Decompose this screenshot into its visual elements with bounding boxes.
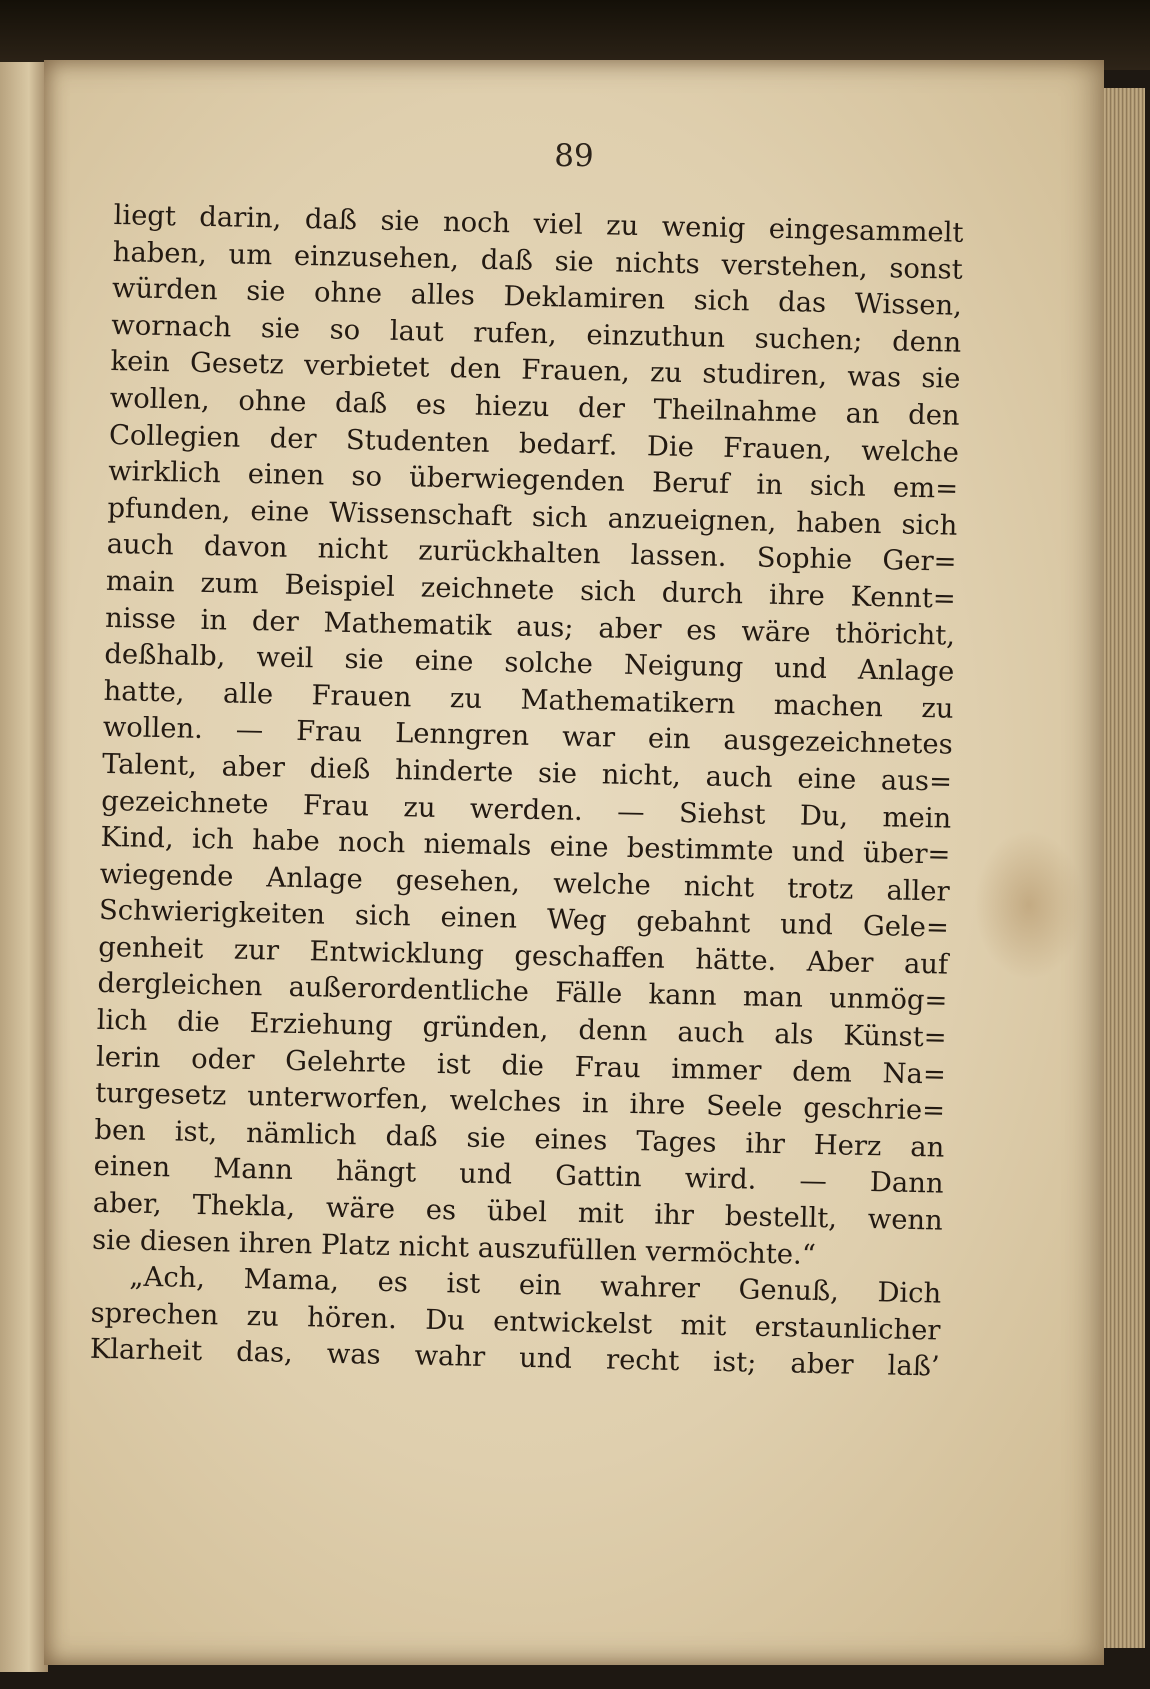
text-line: dergleichen außerordentliche Fälle kann man unmög= [97, 968, 948, 1018]
text-line: sie diesen ihren Platz nicht auszufüllen vermöchte.“ [91, 1224, 817, 1271]
text-line: lich die Erziehung gründen, denn auch als Künst= [96, 1004, 947, 1054]
text-line: auch davon nicht zurückhalten lassen. Sophie Ger= [106, 529, 957, 579]
text-line: nisse in der Mathematik aus; aber es wäre thöricht, [104, 602, 956, 652]
text-line: „Ach, Mama, es ist ein wahrer Genuß, Dich [129, 1261, 942, 1310]
text-line: kein Gesetz verbietet den Frauen, zu studiren, was sie [110, 346, 961, 396]
text-line: turgesetz unterworfen, welches in ihre Seele geschrie= [94, 1078, 946, 1127]
text-line: Talent, aber dieß hinderte sie nicht, auch eine aus= [101, 748, 953, 798]
water-stain [974, 830, 1084, 980]
text-line: Kind, ich habe noch niemals eine bestimmte und über= [100, 821, 951, 871]
text-line: Klarheit das, was wahr und recht ist; aber laß’ [89, 1334, 941, 1383]
text-line: einen Mann hängt und Gattin wird. — Dann [93, 1151, 944, 1201]
page-number: 89 [554, 138, 594, 174]
text-line: wollen. — Frau Lenngren war ein ausgezeichnetes [102, 712, 954, 761]
text-line: main zum Beispiel zeichnete sich durch ihre Kennt= [105, 565, 957, 615]
text-line: wiegende Anlage gesehen, welche nicht trotz aller [99, 858, 950, 908]
text-line: genheit zur Entwicklung geschaffen hätte. Aber auf [97, 931, 949, 981]
text-line: gezeichnete Frau zu werden. — Siehst Du, mein [101, 785, 952, 835]
text-line: deßhalb, weil sie eine solche Neigung und Anlage [104, 639, 955, 688]
text-line: lerin oder Gelehrte ist die Frau immer dem Na= [95, 1041, 947, 1091]
text-line: hatte, alle Frauen zu Mathematikern machen zu [103, 675, 954, 725]
text-line: Collegien der Studenten bedarf. Die Frauen, welche [108, 419, 960, 469]
body-text [89, 198, 963, 1387]
text-line: pfunden, eine Wissenschaft sich anzueignen, haben sich [107, 492, 958, 542]
text-line: liegt darin, daß sie noch viel zu wenig eingesammelt [113, 199, 964, 249]
text-line: würden sie ohne alles Deklamiren sich das Wissen, [111, 273, 963, 322]
facing-page-edge [0, 62, 48, 1672]
text-line: sprechen zu hören. Du entwickelst mit erstaunlicher [90, 1297, 941, 1347]
text-line: Schwierigkeiten sich einen Weg gebahnt und Gele= [98, 895, 950, 944]
text-line: wirklich einen so überwiegenden Beruf in sich em= [107, 456, 959, 505]
text-line: ben ist, nämlich daß sie eines Tages ihr Herz an [94, 1114, 945, 1164]
text-line: wollen, ohne daß es hiezu der Theilnahme an den [109, 382, 960, 432]
book-page [44, 60, 1104, 1665]
text-line: wornach sie so laut rufen, einzuthun suchen; denn [111, 309, 962, 359]
text-line: haben, um einzusehen, daß sie nichts verstehen, sonst [112, 236, 964, 286]
text-line: aber, Thekla, wäre es übel mit ihr bestellt, wenn [92, 1187, 944, 1237]
